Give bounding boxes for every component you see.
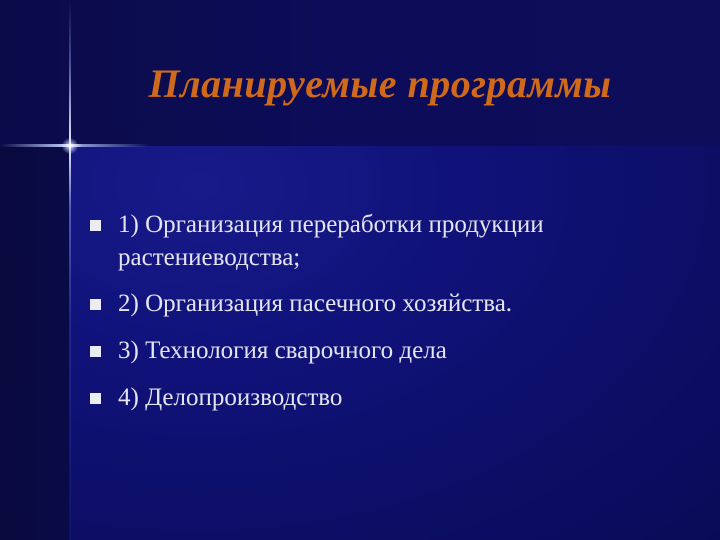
list-item-text: 3) Технология сварочного дела xyxy=(118,337,447,364)
list-item xyxy=(88,208,698,274)
list-item-text: 1) Организация переработки продукции растениеводства; xyxy=(118,211,544,271)
list-item xyxy=(88,381,698,414)
list-item xyxy=(88,287,698,320)
list-item xyxy=(88,334,698,367)
light-flare-icon xyxy=(62,138,78,154)
square-bullet-icon xyxy=(90,299,101,310)
slide-title: Планируемые программы xyxy=(148,61,612,106)
bullet-list xyxy=(88,208,698,428)
square-bullet-icon xyxy=(90,393,101,404)
list-item-text: 4) Делопроизводство xyxy=(118,384,343,411)
square-bullet-icon xyxy=(90,220,101,231)
list-item-text: 2) Организация пасечного хозяйства. xyxy=(118,290,513,317)
square-bullet-icon xyxy=(90,346,101,357)
left-strip xyxy=(0,146,70,540)
